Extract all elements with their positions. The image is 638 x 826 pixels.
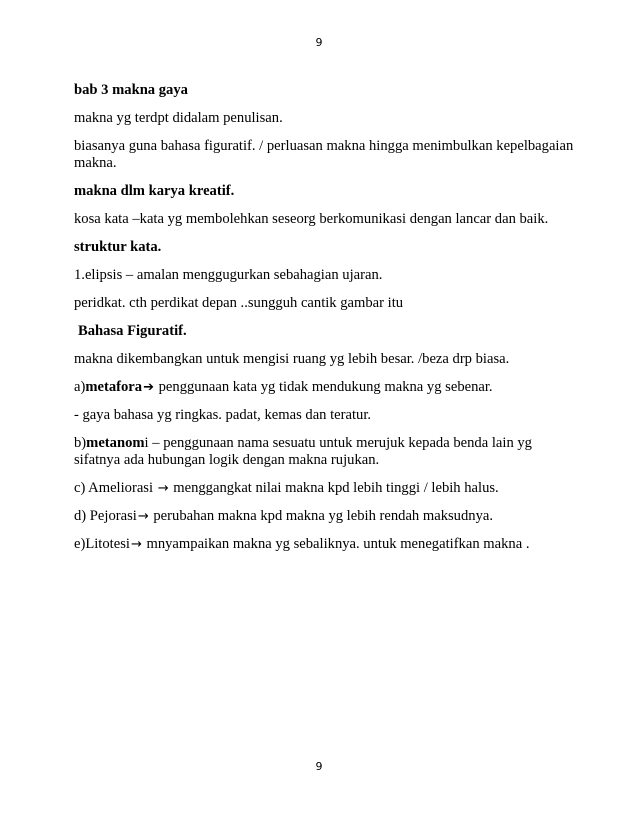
list-item bbox=[74, 480, 574, 497]
chapter-heading: bab 3 makna gaya bbox=[74, 82, 188, 98]
arrow-right-icon: → bbox=[137, 509, 149, 524]
item-prefix: b) bbox=[74, 435, 87, 451]
section-heading: makna dlm karya kreatif. bbox=[74, 183, 235, 199]
paragraph: kosa kata –kata yg membolehkan seseorg berkomunikasi dengan lancar dan baik. bbox=[74, 211, 549, 227]
paragraph: makna dikembangkan untuk mengisi ruang yg lebih besar. /beza drp biasa. bbox=[74, 351, 510, 367]
page-number-bottom: 9 bbox=[315, 760, 323, 773]
item-prefix: c) Ameliorasi bbox=[74, 480, 157, 496]
term: metanom bbox=[86, 435, 145, 451]
paragraph: - gaya bahasa yg ringkas. padat, kemas dan teratur. bbox=[74, 407, 372, 423]
paragraph: biasanya guna bahasa figuratif. / perluasan makna hingga menimbulkan kepelbagaian makna. bbox=[74, 138, 574, 171]
document-body bbox=[74, 82, 574, 564]
item-prefix: d) Pejorasi bbox=[74, 508, 137, 524]
list-item bbox=[74, 379, 574, 396]
definition: penggunaan kata yg tidak mendukung makna yg sebenar. bbox=[154, 379, 493, 395]
definition: i – penggunaan nama sesuatu untuk merujuk kepada benda lain yg sifatnya ada hubungan logik dengan makna rujukan. bbox=[74, 435, 532, 468]
definition: perubahan makna kpd makna yg lebih rendah maksudnya. bbox=[149, 508, 493, 524]
item-prefix: e)Litotesi bbox=[74, 536, 130, 552]
definition: menggangkat nilai makna kpd lebih tinggi / lebih halus. bbox=[169, 480, 499, 496]
arrow-right-icon: → bbox=[130, 537, 142, 552]
arrow-right-icon: ➔ bbox=[143, 380, 154, 395]
page-number-top: 9 bbox=[315, 36, 323, 49]
list-item bbox=[74, 435, 574, 469]
item-prefix: a) bbox=[74, 379, 86, 395]
section-heading: Bahasa Figuratif. bbox=[78, 323, 187, 339]
term: metafora bbox=[85, 379, 143, 395]
paragraph: 1.elipsis – amalan menggugurkan sebahagian ujaran. bbox=[74, 267, 383, 283]
arrow-right-icon: → bbox=[157, 481, 169, 496]
section-heading: struktur kata. bbox=[74, 239, 162, 255]
list-item bbox=[74, 536, 574, 553]
paragraph: makna yg terdpt didalam penulisan. bbox=[74, 110, 283, 126]
list-item bbox=[74, 508, 574, 525]
paragraph: peridkat. cth perdikat depan ..sungguh cantik gambar itu bbox=[74, 295, 404, 311]
definition: mnyampaikan makna yg sebaliknya. untuk menegatifkan makna . bbox=[142, 536, 530, 552]
